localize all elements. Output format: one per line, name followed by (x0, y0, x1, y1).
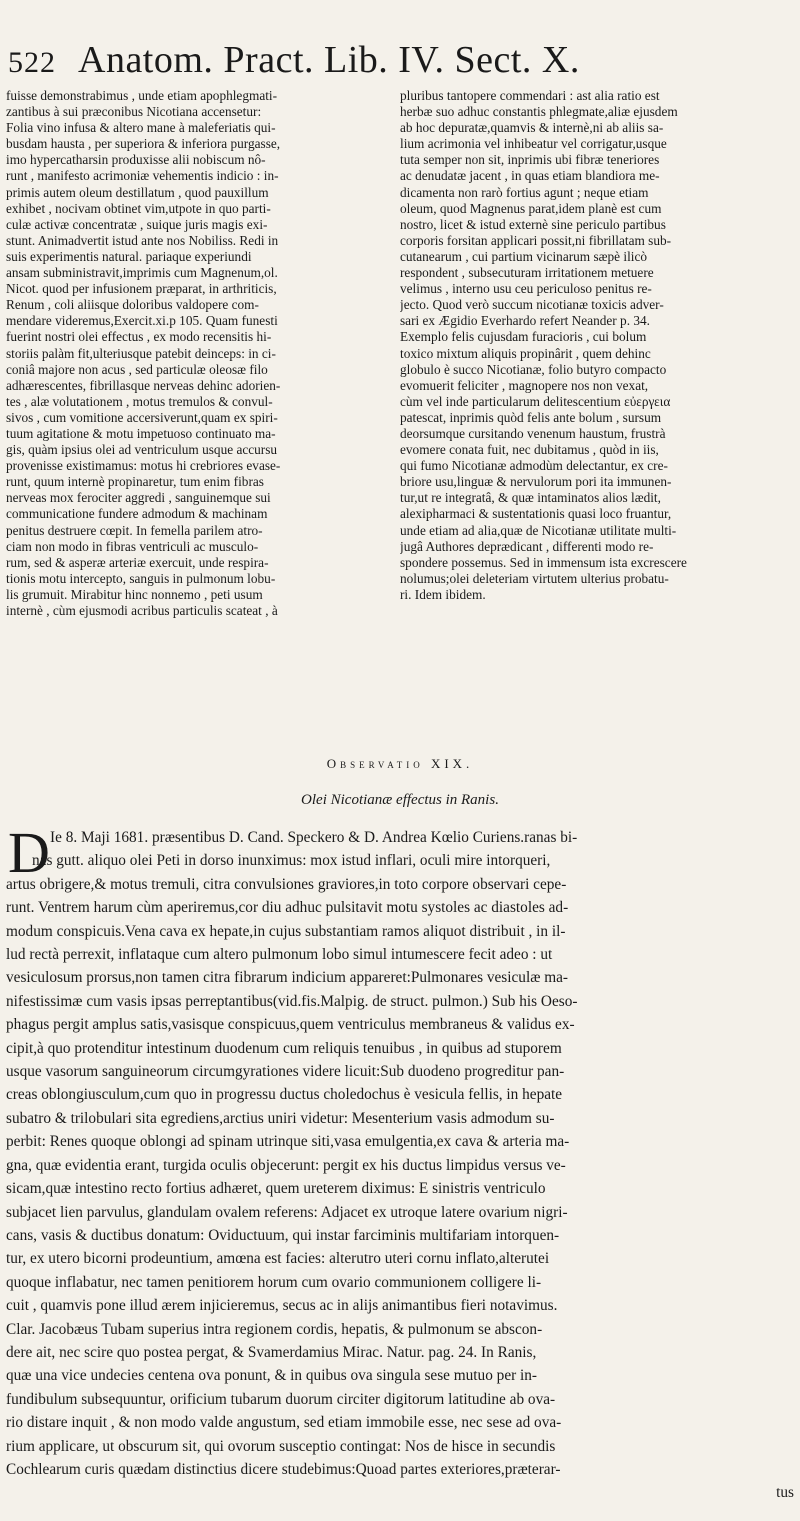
text-line: Nicot. quod per infusionem præparat, in arthriticis, (6, 281, 277, 297)
running-title: Anatom. Pract. Lib. IV. Sect. X. (78, 39, 580, 81)
text-line: quæ una vice undecies centena ova ponunt, & in quibus ova singula sese mutuo per in- (6, 1367, 538, 1385)
drop-cap: D (8, 820, 50, 885)
text-line: tuta semper non sit, inprimis ubi fibræ teneriores (400, 152, 660, 168)
text-line: tionis motu intercepto, sanguis in pulmonum lobu- (6, 570, 276, 586)
text-line: communicatione fundere admodum & machinam (6, 506, 268, 522)
text-line: quoque inflabatur, nec tamen penitiorem horum cum ovario communionem colligere li- (6, 1273, 542, 1291)
text-line: fuisse demonstrabimus , unde etiam apophlegmati- (6, 88, 278, 103)
text-line: toxico mixtum aliquis propinârit , quem dehinc (400, 345, 651, 361)
text-line: sicam,quæ intestino recto fortius adhæret, quem ureterem diximus: E sinistris ventriculo (6, 1180, 546, 1198)
text-line: Renum , coli aliisque doloribus valdopere com- (6, 297, 259, 313)
text-line: nerveas mox ferociter aggredi , sanguinemque sui (6, 490, 271, 506)
text-line: jecto. Quod verò succum nicotianæ toxicis adver- (400, 297, 664, 313)
text-line: provenisse existimamus: motus hi crebriores evase- (6, 458, 281, 474)
text-line: nifestissimæ cum vasis ipsas perreptantibus(vid.fis.Malpig. de struct. pulmon.) Sub his Oeso- (6, 992, 578, 1010)
text-line: ciam non modo in fibras ventriculi ac musculo- (6, 538, 259, 554)
text-line: rium applicare, ut obscurum sit, qui ovorum susceptio contingat: Nos de hisce in secundis (6, 1437, 556, 1455)
text-line: usque vasorum sanguineorum circumgyrationes videre licuit:Sub duodeno progreditur pan- (6, 1063, 565, 1081)
text-line: gna, quæ evidentia erant, turgida oculis objecerunt: pergit ex his ductus limpidus versus ve- (6, 1156, 566, 1174)
catchword: tus (776, 1484, 794, 1502)
text-line: subatro & trilobulari sita egrediens,arctius uniri videtur: Mesenterium vasis admodum su- (6, 1109, 555, 1127)
text-line: cùm vel inde particularum delitescentium εὐεργεια (400, 393, 671, 409)
text-line: gis, quàm ipsius olei ad ventriculum usque accursu (6, 442, 278, 458)
text-line: globulo è succo Nicotianæ, folio butyro compacto (400, 361, 667, 377)
text-line: dere ait, nec scire quo postea pergat, & Svamerdamius Mirac. Natur. pag. 24. In Ranis, (6, 1343, 537, 1361)
text-line: Exemplo felis cujusdam furacioris , cui bolum (400, 329, 647, 345)
page-header (8, 38, 788, 88)
text-line: cutanearum , cui partium vicinarum sæpè ilicò (400, 248, 648, 264)
text-line: Cochlearum curis quædam distinctius dicere studebimus:Quoad partes exteriores,præterar- (6, 1460, 561, 1478)
text-line: sari ex Ægidio Everhardo refert Neander p. 34. (400, 313, 650, 329)
text-line: alexipharmaci & sustentationis quasi loco fruantur, (400, 506, 672, 522)
text-line: tuum agitatione & motu impetuoso continuato ma- (6, 425, 276, 441)
text-line: lud rectà perrexit, inflataque cum altero pulmonum lobo simul intumescere fecit adeo : ut (6, 946, 553, 964)
text-line: cuit , quamvis pone illud ærem injicieremus, secus ac in alijs animantibus fieri notavimus. (6, 1297, 558, 1315)
text-line: tes , alæ volutationem , motus tremulos & convul- (6, 393, 273, 409)
text-line: ansam subministravit,imprimis cum Magnenum,ol. (6, 265, 278, 281)
page-number: 522 (8, 46, 56, 79)
text-line: ab hoc depuratæ,quamvis & internè,ni ab aliis sa- (400, 120, 664, 136)
observation-body (6, 820, 794, 1505)
text-line: lis grumuit. Mirabitur hinc nonnemo , peti usum (6, 586, 263, 602)
text-line: penitus destruere cœpit. In femella parilem atro- (6, 522, 263, 538)
text-line: phagus pergit amplus satis,vasisque conspicuus,quem ventriculus membraneus & validus ex- (6, 1016, 575, 1034)
text-line: creas oblongiusculum,cum quo in progressu ductus choledochus è vesicula fellis, in hepate (6, 1086, 563, 1104)
text-line: cans, vasis & ductibus donatum: Oviductuum, qui instar farciminis multifariam intorquen- (6, 1226, 560, 1244)
text-line: runt , manifesto acrimoniæ vehementis indicio : in- (6, 168, 279, 184)
text-line: dicamenta non rarò fortius agunt ; neque etiam (400, 184, 649, 200)
text-line: patescat, inprimis quòd felis ante bolum , sursum (400, 409, 662, 425)
text-line: oleum, quod Magnenus parat,idem planè est cum (400, 200, 662, 216)
text-line: lium acrimonia vel inhibeatur vel corrigatur,usque (400, 136, 667, 152)
text-line: suis experimentis natural. pariaque experiundi (6, 248, 252, 264)
text-line: exhibet , nocivam obtinet vim,utpote in quo parti- (6, 200, 271, 216)
observation-subheading: Olei Nicotianæ effectus in Ranis. (301, 792, 499, 808)
text-line: Clar. Jacobæus Tubam superius intra regionem cordis, hepatis, & pulmonum se abscon- (6, 1320, 543, 1338)
text-line: storiis palàm fit,ulteriusque patebit deinceps: in ci- (6, 345, 276, 361)
text-line: ri. Idem ibidem. (400, 586, 486, 602)
text-line: primis autem oleum destillatum , quod pauxillum (6, 184, 269, 200)
text-line: busdam hausta , per superiora & inferiora purgasse, (6, 136, 281, 152)
text-line: nas gutt. aliquo olei Peti in dorso inunximus: mox istud inflari, oculi mire intorqueri, (32, 852, 551, 870)
text-line: tur,ut re integratâ, & quæ intaminatos alios lædit, (400, 490, 661, 506)
text-line: evomere conata fuit, nec dubitamus , quòd in iis, (400, 442, 659, 458)
text-line: fundibulum subsequuntur, orificium tubarum duorum circiter digitorum latitudine ab ova- (6, 1390, 556, 1408)
text-line: cipit,à quo protenditur intestinum duodenum cum reliquis tenuibus , in quibus ad stuporem (6, 1039, 562, 1057)
text-line: mendare videremus,Exercit.xi.p 105. Quam funesti (6, 313, 278, 329)
text-line: rio distare inquit , & non modo valde angustum, sed etiam immobile esse, nec sese ad ova- (6, 1414, 562, 1432)
text-line: nolumus;olei deleteriam virtutem ulterius probatu- (400, 570, 669, 586)
text-line: nostro, licet & istud externè sine periculo partibus (400, 216, 666, 232)
text-line: corporis forsitan applicari possit,ni fibrillatam sub- (400, 232, 672, 248)
text-line: velimus , interno usu ceu periculoso penitus re- (400, 281, 652, 297)
text-line: Ie 8. Maji 1681. præsentibus D. Cand. Speckero & D. Andrea Kœlio Curiens.ranas bi- (50, 829, 578, 846)
text-line: coniâ majore non acus , sed particulæ oleosæ filo (6, 361, 268, 377)
text-line: Folia vino infusa & altero mane à maleferiatis qui- (6, 120, 276, 136)
text-line: fuerint nostri olei effectus , ex modo recensitis hi- (6, 329, 272, 345)
text-line: evomuerit feliciter , magnopere nos non vexat, (400, 377, 649, 393)
left-column (6, 88, 394, 619)
text-line: briore usu,linguæ & nervulorum pori ita immunen- (400, 474, 672, 490)
text-line: herbæ suo adhuc constantis phlegmate,aliæ ejusdem (400, 104, 678, 120)
right-column (400, 88, 794, 603)
text-line: vesiculosum prorsus,non tamen citra fibrarum indicium appareret:Pulmonares vesiculæ ma- (6, 969, 569, 987)
text-line: subjacet lien parvulus, glandulam ovalem referens: Adjacet ex utroque latere ovarium nigri- (6, 1203, 568, 1221)
text-line: deorsumque cursitando venenum haustum, frustrà (400, 425, 666, 441)
text-line: pluribus tantopere commendari : ast alia ratio est (400, 88, 660, 103)
text-line: modum conspicuis.Vena cava ex hepate,in cujus substantiam ramos aliquot distribuit , in il- (6, 922, 566, 940)
text-line: runt, quum internè propinaretur, tum enim fibras (6, 474, 264, 490)
text-line: imo hypercatharsin produxisse alii nobiscum nô- (6, 152, 266, 168)
text-line: stunt. Animadvertit istud ante nos Nobiliss. Redi in (6, 232, 279, 248)
text-line: qui fumo Nicotianæ admodùm delectantur, ex cre- (400, 458, 668, 474)
text-line: unde etiam ad alia,quæ de Nicotianæ utilitate multi- (400, 522, 677, 538)
text-line: tur, ex utero bicorni prodeuntium, amœna est facies: alterutro uteri cornu inflato,alterutei (6, 1250, 550, 1268)
text-line: culæ activæ concentratæ , suique juris magis exi- (6, 216, 268, 232)
text-line: sivos , cum vomitione accersiverunt,quam ex spiri- (6, 409, 278, 425)
text-line: adhærescentes, fibrillasque nerveas dehinc adorien- (6, 377, 281, 393)
text-line: runt. Ventrem harum cùm aperiremus,cor diu adhuc pulsitavit motu systoles ac diastoles ad- (6, 899, 569, 917)
text-line: zantibus à sui præconibus Nicotiana accensetur: (6, 104, 262, 120)
observation-heading: Observatio XIX. (326, 756, 474, 771)
text-line: respondent , subsecuturam irritationem metuere (400, 265, 654, 281)
text-line: jugâ Authores deprædicant , differenti modo re- (400, 538, 654, 554)
text-line: ac denudatæ jacent , in quas etiam blandiora me- (400, 168, 660, 184)
text-line: spondere possemus. Sed in immensum ista excrescere (400, 554, 687, 570)
text-line: rum, sed & asperæ arteriæ exercuit, unde respira- (6, 554, 269, 570)
text-line: artus obrigere,& motus tremuli, citra convulsiones graviores,in toto corpore observari cepe- (6, 875, 567, 893)
text-line: perbit: Renes quoque oblongi ad spinam utrinque siti,vasa emulgentia,ex cava & arteria ma- (6, 1133, 570, 1151)
text-line: internè , cùm ejusmodi acribus particulis scateat , à (6, 603, 278, 618)
